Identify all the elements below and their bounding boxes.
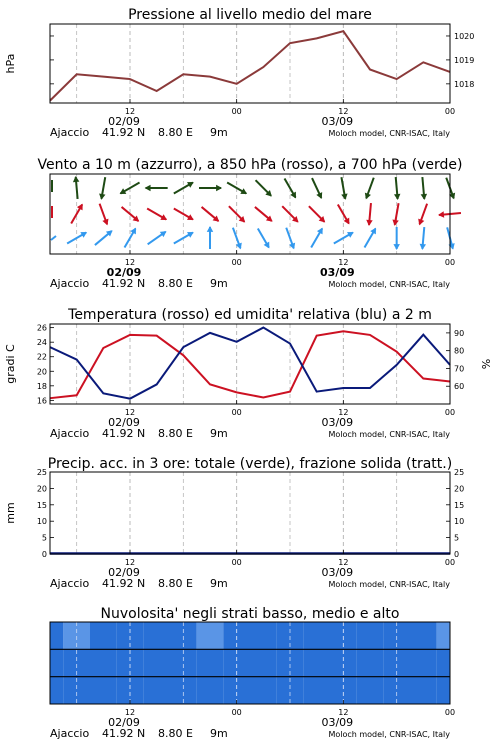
chart-title: Nuvolosita' negli strati basso, medio e alto <box>100 606 400 622</box>
cloud-cell-alto <box>50 622 63 649</box>
x-tick-label: 12 <box>124 107 136 116</box>
wind-arrow-10m <box>394 227 399 249</box>
panel-pressure <box>4 7 474 139</box>
chart-title: Pressione al livello medio del mare <box>128 7 372 23</box>
wind-arrow-700hpa <box>365 178 373 199</box>
wind-arrow-10m <box>208 227 213 249</box>
wind-arrow-10m <box>420 227 425 249</box>
cloud-cell-alto <box>410 622 437 649</box>
arrow-head <box>348 233 353 237</box>
panel-precip <box>4 456 464 590</box>
arrow-head <box>188 183 193 187</box>
cloud-cell-medio <box>90 649 117 676</box>
location-lat: 41.92 N <box>102 427 146 440</box>
cloud-cell-medio <box>357 649 384 676</box>
arrow-head <box>450 193 455 198</box>
y-tick-label-right: 90 <box>454 328 465 338</box>
wind-arrow-10m <box>95 231 112 245</box>
wind-arrow-850hpa <box>393 203 398 225</box>
wind-arrow-10m <box>148 232 166 245</box>
x-tick-label: 00 <box>444 258 456 267</box>
cloud-cell-basso <box>437 677 450 704</box>
cloud-cell-basso <box>197 677 224 704</box>
cloud-cell-medio <box>437 649 450 676</box>
location-lon: 8.80 E <box>158 427 193 440</box>
location-elev: 9m <box>210 126 228 139</box>
location-elev: 9m <box>210 427 228 440</box>
location-elev: 9m <box>210 277 228 290</box>
arrow-head <box>188 215 193 219</box>
arrow-head <box>146 186 150 191</box>
y-tick-label-left: 20 <box>36 484 47 494</box>
x-tick-label: 12 <box>338 708 349 717</box>
x-tick-label: 12 <box>124 708 136 717</box>
arrow-head <box>74 177 79 182</box>
y-axis-label-right: % <box>480 358 493 370</box>
wind-arrow-10m <box>447 227 454 248</box>
cloud-cell-alto <box>143 622 170 649</box>
arrow-head <box>291 193 295 198</box>
model-credit: Moloch model, CNR-ISAC, Italy <box>328 580 450 589</box>
x-tick-label: 12 <box>338 558 349 567</box>
cloud-cell-medio <box>303 649 330 676</box>
cloud-cell-basso <box>357 677 384 704</box>
arrow-head <box>365 193 370 198</box>
y-tick-label: 1018 <box>454 79 475 89</box>
cloud-cell-alto <box>303 622 330 649</box>
x-tick-label: 00 <box>231 107 242 116</box>
location-name: Ajaccio <box>50 427 90 440</box>
y-tick-label-left: 25 <box>36 468 47 477</box>
date-label: 03/09 <box>321 416 354 429</box>
model-credit: Moloch model, CNR-ISAC, Italy <box>328 129 450 138</box>
y-tick-label-left: 0 <box>41 550 47 559</box>
arrow-head <box>420 244 425 249</box>
arrow-head <box>395 194 400 199</box>
y-tick-label-left: 18 <box>36 381 47 391</box>
y-tick-label-left: 24 <box>36 338 47 348</box>
x-tick-label: 00 <box>231 408 242 417</box>
wind-arrow-850hpa <box>100 204 108 225</box>
location-name: Ajaccio <box>50 727 90 740</box>
location-lon: 8.80 E <box>158 126 193 139</box>
cloud-cell-medio <box>197 649 224 676</box>
arrow-head <box>422 194 427 199</box>
y-tick-label-left: 26 <box>36 323 47 333</box>
arrow-head <box>317 193 321 198</box>
cloud-cell-medio <box>50 649 63 676</box>
humidity-line <box>50 328 450 399</box>
model-credit: Moloch model, CNR-ISAC, Italy <box>328 430 450 439</box>
x-tick-label: 12 <box>338 107 349 116</box>
arrow-head <box>394 245 399 249</box>
wind-arrow-850hpa <box>338 204 349 223</box>
y-tick-label-left: 22 <box>36 352 47 362</box>
date-label: 03/09 <box>320 266 355 279</box>
y-tick-label-right: 25 <box>454 468 465 477</box>
arrow-head <box>439 212 444 217</box>
y-tick-label-left: 15 <box>36 500 47 510</box>
panel-temp-rh <box>4 307 493 440</box>
arrow-head <box>367 220 372 225</box>
y-axis-label: hPa <box>4 53 17 74</box>
plot-frame <box>50 472 450 554</box>
wind-arrow-700hpa <box>146 186 168 191</box>
panel-cloud <box>50 606 455 740</box>
cloud-cell-alto <box>250 622 277 649</box>
x-tick-label: 00 <box>444 408 456 417</box>
y-axis-label-left: gradi C <box>4 344 17 384</box>
wind-arrow-10m <box>67 233 86 244</box>
x-tick-label: 12 <box>338 258 349 267</box>
plot-frame <box>50 174 450 254</box>
wind-arrow-10m <box>365 228 376 247</box>
y-tick-label-left: 10 <box>36 517 47 527</box>
cloud-cell-basso <box>50 677 63 704</box>
arrow-head <box>419 219 424 224</box>
wind-arrow-10m <box>311 228 322 247</box>
date-label: 03/09 <box>321 716 354 729</box>
y-tick-label: 1019 <box>454 55 475 65</box>
x-tick-label: 00 <box>231 258 242 267</box>
model-credit: Moloch model, CNR-ISAC, Italy <box>328 280 450 289</box>
plot-frame <box>50 24 450 103</box>
chart-title: Temperatura (rosso) ed umidita' relativa (blu) a 2 m <box>68 307 432 323</box>
location-name: Ajaccio <box>50 577 90 590</box>
y-tick-label-right: 70 <box>454 364 465 374</box>
x-tick-label: 12 <box>338 408 349 417</box>
x-tick-label: 00 <box>231 708 242 717</box>
wind-arrow-700hpa <box>422 177 427 199</box>
y-tick-label: 1020 <box>454 31 475 41</box>
arrow-head <box>81 233 86 237</box>
wind-arrow-10m <box>51 236 56 240</box>
y-tick-label-right: 5 <box>454 533 460 543</box>
cloud-cell-medio <box>143 649 170 676</box>
wind-arrow-700hpa <box>395 177 400 199</box>
location-lat: 41.92 N <box>102 277 146 290</box>
location-name: Ajaccio <box>50 126 90 139</box>
x-tick-label: 12 <box>124 258 136 267</box>
arrow-head <box>345 219 349 224</box>
arrow-head <box>188 233 193 237</box>
location-lon: 8.80 E <box>158 577 193 590</box>
chart-title: Vento a 10 m (azzurro), a 850 hPa (rosso), a 700 hPa (verde) <box>37 157 463 173</box>
y-tick-label-left: 16 <box>36 396 47 406</box>
arrow-head <box>131 228 135 233</box>
date-label: 02/09 <box>106 266 142 279</box>
arrow-head <box>208 227 213 231</box>
location-lat: 41.92 N <box>102 727 146 740</box>
wind-arrow-850hpa <box>309 206 325 222</box>
arrow-head <box>78 204 82 209</box>
y-tick-label-left: 20 <box>36 367 47 377</box>
wind-arrow-700hpa <box>312 178 322 198</box>
plot-frame <box>50 324 450 404</box>
x-tick-label: 12 <box>124 408 136 417</box>
wind-arrow-700hpa <box>100 177 105 199</box>
x-tick-label: 00 <box>231 558 242 567</box>
arrow-head <box>318 228 322 233</box>
arrow-head <box>290 243 295 248</box>
cloud-cell-alto <box>437 622 450 649</box>
y-tick-label-right: 15 <box>454 500 465 510</box>
location-elev: 9m <box>210 577 228 590</box>
arrow-head <box>371 228 375 233</box>
location-lon: 8.80 E <box>158 277 193 290</box>
arrow-head <box>237 243 242 248</box>
wind-arrow-10m <box>258 228 269 247</box>
arrow-head <box>100 194 105 199</box>
wind-arrow-700hpa <box>256 180 272 196</box>
date-label: 02/09 <box>108 566 140 579</box>
wind-arrow-700hpa <box>74 177 79 199</box>
location-lat: 41.92 N <box>102 577 146 590</box>
y-axis-label: mm <box>4 502 17 524</box>
cloud-cell-basso <box>410 677 437 704</box>
date-label: 02/09 <box>108 416 140 429</box>
date-label: 03/09 <box>321 566 354 579</box>
arrow-head <box>161 215 166 219</box>
x-tick-label: 00 <box>444 558 456 567</box>
temperature-line <box>50 331 450 398</box>
wind-arrow-10m <box>334 233 353 244</box>
cloud-cell-basso <box>143 677 170 704</box>
y-tick-label-right: 10 <box>454 517 465 527</box>
y-tick-label-right: 0 <box>454 550 460 559</box>
wind-arrow-850hpa <box>202 207 219 221</box>
wind-arrow-700hpa <box>199 186 221 191</box>
wind-arrow-850hpa <box>367 203 372 225</box>
arrow-head <box>120 189 125 193</box>
cloud-cell-alto <box>357 622 384 649</box>
y-tick-label-left: 5 <box>41 533 47 543</box>
x-tick-label: 00 <box>444 107 456 116</box>
arrow-head <box>241 189 246 193</box>
wind-arrow-850hpa <box>71 204 82 223</box>
location-lon: 8.80 E <box>158 727 193 740</box>
date-label: 02/09 <box>108 115 140 128</box>
pressure-line <box>50 31 450 100</box>
wind-arrow-850hpa <box>147 209 166 220</box>
chart-title: Precip. acc. in 3 ore: totale (verde), frazione solida (tratt.) <box>47 456 453 472</box>
cloud-cell-basso <box>250 677 277 704</box>
location-name: Ajaccio <box>50 277 90 290</box>
cloud-cell-basso <box>90 677 117 704</box>
cloud-cell-alto <box>90 622 117 649</box>
cloud-cell-alto <box>197 622 224 649</box>
model-credit: Moloch model, CNR-ISAC, Italy <box>328 730 450 739</box>
date-label: 02/09 <box>108 716 140 729</box>
cloud-cell-medio <box>410 649 437 676</box>
y-tick-label-right: 20 <box>454 484 465 494</box>
arrow-head <box>265 243 269 248</box>
wind-arrow-700hpa <box>341 177 346 199</box>
wind-arrow-850hpa <box>255 207 272 221</box>
arrow-head <box>217 186 221 191</box>
x-tick-label: 00 <box>444 708 456 717</box>
wind-arrow-850hpa <box>419 204 427 225</box>
location-lat: 41.92 N <box>102 126 146 139</box>
arrow-head <box>393 220 398 225</box>
panel-wind <box>37 157 462 290</box>
location-elev: 9m <box>210 727 228 740</box>
arrow-head <box>342 194 347 199</box>
x-tick-label: 12 <box>124 558 136 567</box>
cloud-cell-medio <box>250 649 277 676</box>
cloud-cell-basso <box>303 677 330 704</box>
date-label: 03/09 <box>321 115 354 128</box>
arrow-head <box>103 219 108 224</box>
y-tick-label-right: 60 <box>454 382 465 392</box>
y-tick-label-right: 80 <box>454 346 465 356</box>
wind-arrow-10m <box>174 233 193 244</box>
